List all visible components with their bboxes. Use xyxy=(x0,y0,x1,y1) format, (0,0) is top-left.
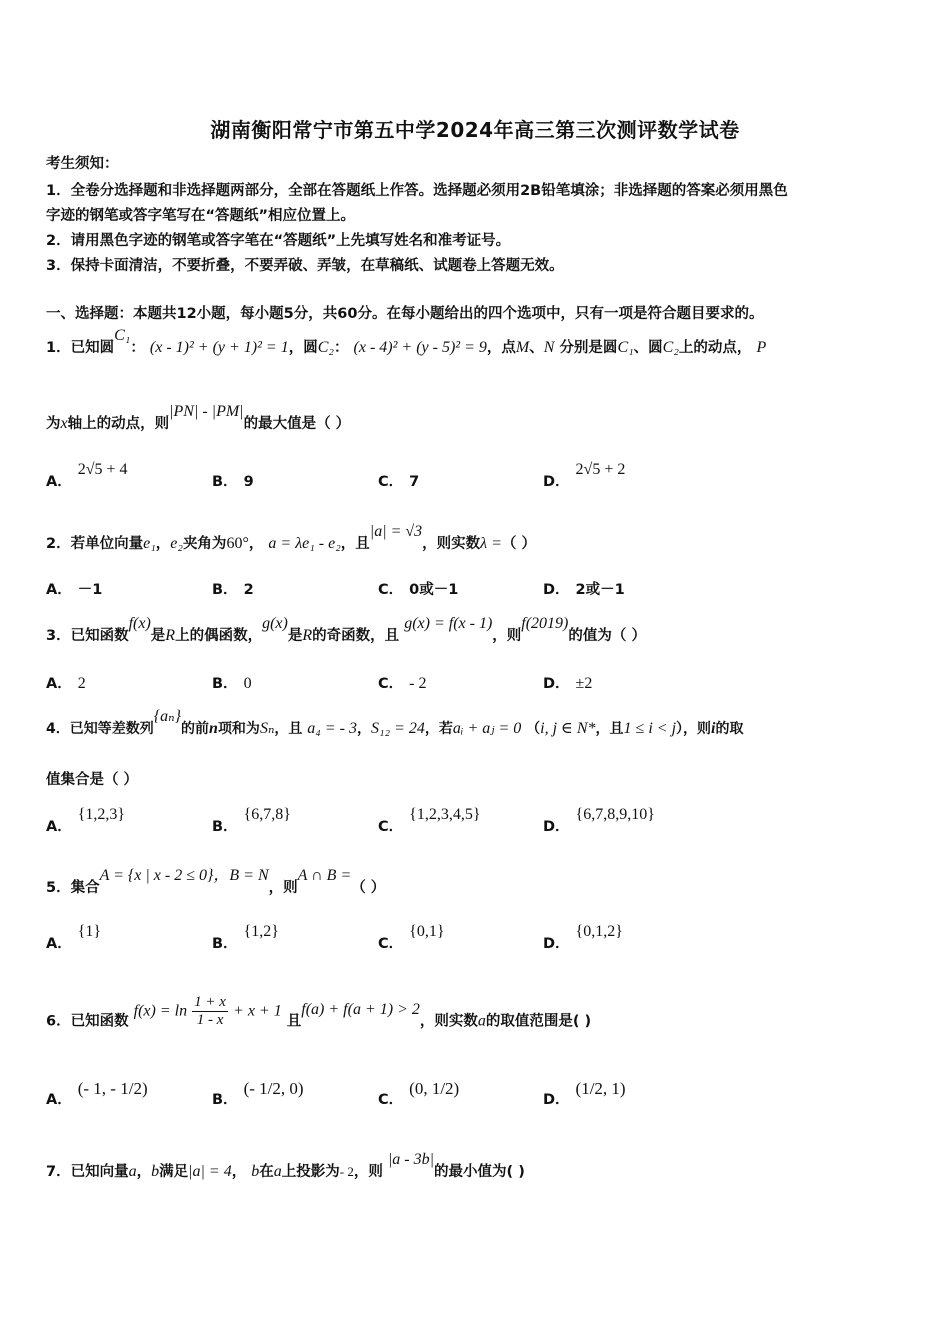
question-3-option-a[interactable]: A． 2 xyxy=(46,675,86,692)
math-vector-a-definition: a = λe₁ - e₂ xyxy=(268,535,341,552)
question-6-option-b[interactable]: B．(- 1/2, 0) xyxy=(212,1079,304,1108)
math-circle-2-equation: (x - 4)² + (y - 5)² = 9 xyxy=(353,339,487,356)
math-circle-1-equation: (x - 1)² + (y + 1)² = 1 xyxy=(149,339,289,356)
notice-item-2: 2．请用黑色字迹的钢笔或答字笔在“答题纸”上先填写姓名和准考证号。 xyxy=(46,233,511,249)
question-3-line-1: 3．已知函数f(x)是R上的偶函数，g(x)是R的奇函数，且 g(x) = f(x - 1)，则f(2019)的值为（ ） xyxy=(46,615,646,644)
math-set-a: A = {x | x - 2 ≤ 0}，B = N xyxy=(99,867,269,884)
question-4-line-1: 4．已知等差数列{aₙ}的前n项和为Sₙ，且 a₄ = - 3，S₁₂ = 24，若aᵢ + aⱼ = 0 （i, j ∈ N*，且1 ≤ i < j），则i的取 xyxy=(46,708,744,737)
question-4-option-a[interactable]: A．{1,2,3} xyxy=(46,806,126,835)
question-4-option-b[interactable]: B．{6,7,8} xyxy=(212,806,291,835)
question-5-line-1: 5．集合A = {x | x - 2 ≤ 0}，B = N，则A ∩ B =（ ） xyxy=(46,867,386,896)
question-2-option-c[interactable]: C． 0或－1 xyxy=(378,582,459,598)
question-4-line-2: 值集合是（ ） xyxy=(46,772,139,788)
notice-heading: 考生须知： xyxy=(46,156,119,172)
question-4-option-c[interactable]: C．{1,2,3,4,5} xyxy=(378,806,481,835)
question-2-option-d[interactable]: D． 2或－1 xyxy=(543,582,625,598)
question-6-line-1: 6．已知函数 f(x) = ln $\frac{1 + x}{1 - x}$ + x + 1 且f(a) + f(a + 1) > 2，则实数a的取值范围是( ) xyxy=(46,994,592,1030)
question-5-option-d[interactable]: D．{0,1,2} xyxy=(543,923,623,952)
math-c2: C₂ xyxy=(317,339,334,356)
notice-item-1-cont: 字迹的钢笔或答字笔写在“答题纸”相应位置上。 xyxy=(46,208,356,224)
question-1-option-d[interactable]: D．2√5 + 2 xyxy=(543,461,626,490)
math-modulus-a-minus-3b: |a - 3b| xyxy=(387,1151,435,1168)
question-6-option-d[interactable]: D．(1/2, 1) xyxy=(543,1079,626,1108)
math-pn-minus-pm: |PN| - |PM| xyxy=(169,403,244,420)
math-function-definition: f(x) = ln $\frac{1 + x}{1 - x}$ + x + 1 xyxy=(133,994,282,1028)
section-heading: 一、选择题：本题共12小题，每小题5分，共60分。在每小题给出的四个选项中，只有一项是符合题目要求的。 xyxy=(46,306,764,322)
question-1-line-1: 1．已知圆C₁： (x - 1)² + (y + 1)² = 1，圆C₂： (x - 4)² + (y - 5)² = 9，点M、N 分别是圆C₁、圆C₂上的动点， P xyxy=(46,327,767,356)
question-1-option-b[interactable]: B． 9 xyxy=(212,474,254,490)
question-6-option-a[interactable]: A．(- 1, - 1/2) xyxy=(46,1079,148,1108)
question-2-option-b[interactable]: B． 2 xyxy=(212,582,254,598)
math-c1: C₁ xyxy=(114,327,131,344)
question-5-option-a[interactable]: A．{1} xyxy=(46,923,102,952)
question-7-line-1: 7．已知向量a，b满足|a| = 4， b在a上投影为- 2，则 |a - 3b|的最小值为( ) xyxy=(46,1151,525,1180)
math-modulus-a-equals-4: |a| = 4 xyxy=(188,1163,232,1180)
question-2-line-1: 2．若单位向量e₁，e₂夹角为60°， a = λe₁ - e₂，且|a| = √3，则实数λ =（ ） xyxy=(46,523,536,552)
question-1-option-a[interactable]: A．2√5 + 4 xyxy=(46,461,128,490)
page-title: 湖南衡阳常宁市第五中学2024年高三第三次测评数学试卷 xyxy=(210,118,740,142)
math-g-equals-f: g(x) = f(x - 1) xyxy=(404,615,493,632)
question-1-line-2: 为x轴上的动点，则|PN| - |PM|的最大值是（ ） xyxy=(46,403,351,432)
notice-item-1: 1．全卷分选择题和非选择题两部分，全部在答题纸上作答。选择题必须用2B铅笔填涂；非选择题的答案必须用黑色 xyxy=(46,183,788,199)
question-3-option-c[interactable]: C． - 2 xyxy=(378,675,427,692)
notice-item-3: 3．保持卡面清洁，不要折叠，不要弄破、弄皱，在草稿纸、试题卷上答题无效。 xyxy=(46,258,564,274)
question-5-option-b[interactable]: B．{1,2} xyxy=(212,923,279,952)
question-6-option-c[interactable]: C．(0, 1/2) xyxy=(378,1079,460,1108)
question-3-option-b[interactable]: B． 0 xyxy=(212,675,252,692)
question-3-option-d[interactable]: D． ±2 xyxy=(543,675,593,692)
math-modulus-a: |a| = √3 xyxy=(369,523,423,540)
question-1-option-c[interactable]: C． 7 xyxy=(378,474,420,490)
question-4-option-d[interactable]: D．{6,7,8,9,10} xyxy=(543,806,655,835)
question-2-option-a[interactable]: A． －1 xyxy=(46,582,103,598)
question-5-option-c[interactable]: C．{0,1} xyxy=(378,923,445,952)
